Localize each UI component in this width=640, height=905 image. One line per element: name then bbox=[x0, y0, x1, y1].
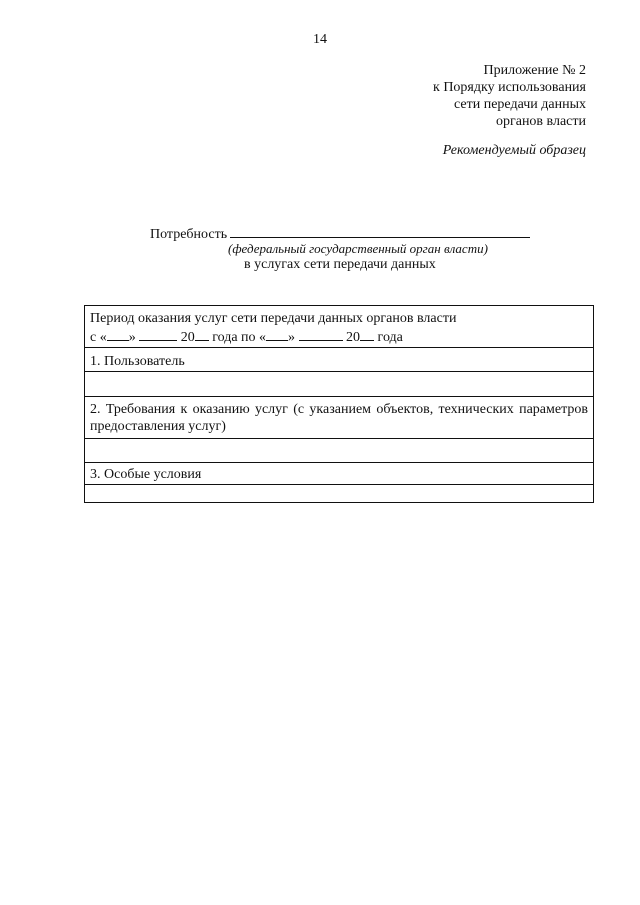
need-suffix: в услугах сети передачи данных bbox=[244, 257, 436, 272]
requirements-label-line-1: 2. Требования к оказанию услуг (с указанием объектов, технических параметров bbox=[90, 402, 588, 417]
requirements-input-row[interactable] bbox=[85, 439, 593, 463]
conditions-label-row bbox=[85, 463, 593, 485]
to-year-prefix: 20 bbox=[346, 330, 361, 345]
sample-note: Рекомендуемый образец bbox=[442, 143, 586, 158]
period-row bbox=[85, 306, 593, 348]
requirements-label-line-2: предоставления услуг) bbox=[90, 419, 226, 434]
period-title: Период оказания услуг сети передачи данных органов власти bbox=[90, 311, 457, 326]
period-dates bbox=[90, 327, 588, 347]
to-year-blank bbox=[360, 327, 374, 341]
from-month-blank bbox=[139, 327, 177, 341]
appendix-line-4: органов власти bbox=[495, 114, 586, 129]
page-number: 14 bbox=[313, 32, 327, 47]
need-label: Потребность bbox=[150, 227, 228, 242]
appendix-heading bbox=[433, 62, 586, 130]
to-day-blank bbox=[266, 327, 288, 341]
to-year-word: года bbox=[377, 330, 403, 345]
to-close-quote: » bbox=[288, 330, 296, 345]
appendix-line-3: сети передачи данных bbox=[454, 97, 586, 112]
user-label: 1. Пользователь bbox=[90, 354, 185, 369]
from-day-blank bbox=[107, 327, 129, 341]
period-from-label: с « bbox=[90, 330, 107, 345]
from-close-quote: » bbox=[128, 330, 136, 345]
appendix-line-1: Приложение № 2 bbox=[483, 63, 586, 78]
period-to-label: года по « bbox=[212, 330, 267, 345]
to-month-blank bbox=[299, 327, 343, 341]
requirements-label-row bbox=[85, 397, 593, 439]
appendix-line-2: к Порядку использования bbox=[433, 80, 586, 95]
from-year-blank bbox=[195, 327, 209, 341]
user-label-row bbox=[85, 348, 593, 372]
authority-blank-line bbox=[230, 224, 530, 238]
user-input-row[interactable] bbox=[85, 372, 593, 397]
conditions-input-row[interactable] bbox=[85, 485, 593, 503]
conditions-label: 3. Особые условия bbox=[90, 467, 202, 482]
authority-caption: (федеральный государственный орган власти) bbox=[228, 241, 488, 256]
from-year-prefix: 20 bbox=[180, 330, 195, 345]
request-form-table bbox=[84, 305, 594, 503]
